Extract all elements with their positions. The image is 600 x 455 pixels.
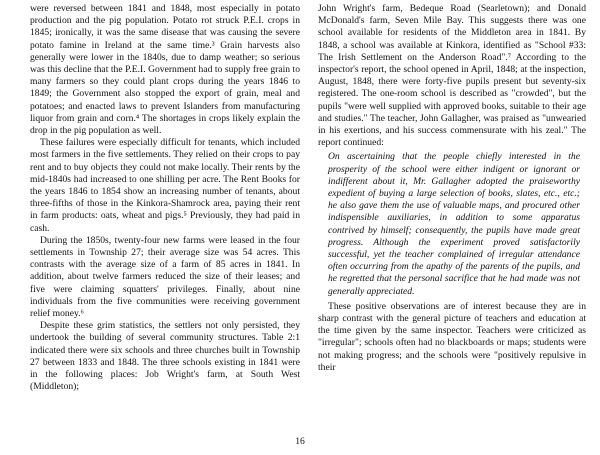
left-column xyxy=(30,3,300,394)
paragraph: Despite these grim statistics, the settlers not only persisted, they undertook the building of several community structures. Table 2:1 indicated there were six schools and three churches built in Township 27 between 1833 and 1848. The three schools existing in 1841 were in the following places: Job Wright's farm, at South West (Middleton); xyxy=(30,320,300,393)
paragraph: During the 1850s, twenty-four new farms were leased in the four settlements in Township 27; their average size was 54 acres. This contrasts with the average size of a farm of 85 acres in 1841. In addition, about twelve farmers reduced the size of their leases; and five were claiming squatters' privileges. Finally, about nine individuals from the five communities were receiving government relief money.⁶ xyxy=(30,234,300,320)
right-column xyxy=(318,3,586,374)
page-number: 16 xyxy=(295,436,305,447)
paragraph: were reversed between 1841 and 1848, most especially in potato production and the pig population. Potato rot struck P.E.I. crops in 1845; ironically, it was the same disease that was causing the severe potato famine in Ireland at the same time.³ Grain harvests also generally were lower in the 1840s, due to damp weather; so serious was this decline that the P.E.I. Government had to supply free grain to many farmers so they could plant crops during the years 1846 to 1849; the Government also stopped the export of grain, meal and potatoes; and enacted laws to prevent Islanders from manufacturing liquor from grain and corn.⁴ The shortages in crops likely explain the drop in the pig population as well. xyxy=(30,3,300,137)
block-quote: On ascertaining that the people chiefly interested in the prosperity of the school were either indigent or ignorant or indifferent about it, Mr. Gallagher adopted the praiseworthy expedient of buying a large selection of books, slates, etc., etc.; he also gave them the use of valuable maps, and procured other indispensible auxiliaries, in addition to some apparatus contrived by himself; consequently, the pupils have made great progress. Although the experiment proved satisfactorily successful, yet the teacher complained of irregular attendance often occurring from the apathy of the parents of the pupils, and he regretted that the personal sacrifice that he had made was not generally appreciated. xyxy=(328,151,580,297)
paragraph: These positive observations are of interest because they are in sharp contrast with the general picture of teachers and education at the time given by the same inspector. Teachers were criticized as "irregular"; schools often had no blackboards or maps; students were not making progress; and the schools were "positively repulsive in their xyxy=(318,300,586,373)
paragraph: John Wright's farm, Bedeque Road (Searletown); and Donald McDonald's farm, Seven Mile Bay. This suggests there was one school available for residents of the Middleton area in 1841. By 1848, a school was available at Kinkora, identified as "School #33: The Irish Settlement on the Anderson Road".⁷ According to the inspector's report, the school opened in April, 1848; at the inspection, August, 1848, there were forty-five pupils present but seventy-six registered. The one-room school is described as "crowded", but the pupils "were well supplied with approved books, suitable to their age and studies." The teacher, John Gallagher, was praised as "unwearied in his exertions, and his success commensurate with his zeal." The report continued: xyxy=(318,3,586,149)
paragraph: These failures were especially difficult for tenants, which included most farmers in the five settlements. They relied on their crops to pay rent and to buy objects they could not make locally. Their rents by the mid-1840s had increased to one shilling per acre. The Rent Books for the years 1846 to 1854 show an increasing number of tenants, about three-fifths of those in the Kinkora-Shamrock area, paying their rent in farm products: oats, wheat and pigs.⁵ Previously, they had paid in cash. xyxy=(30,137,300,234)
